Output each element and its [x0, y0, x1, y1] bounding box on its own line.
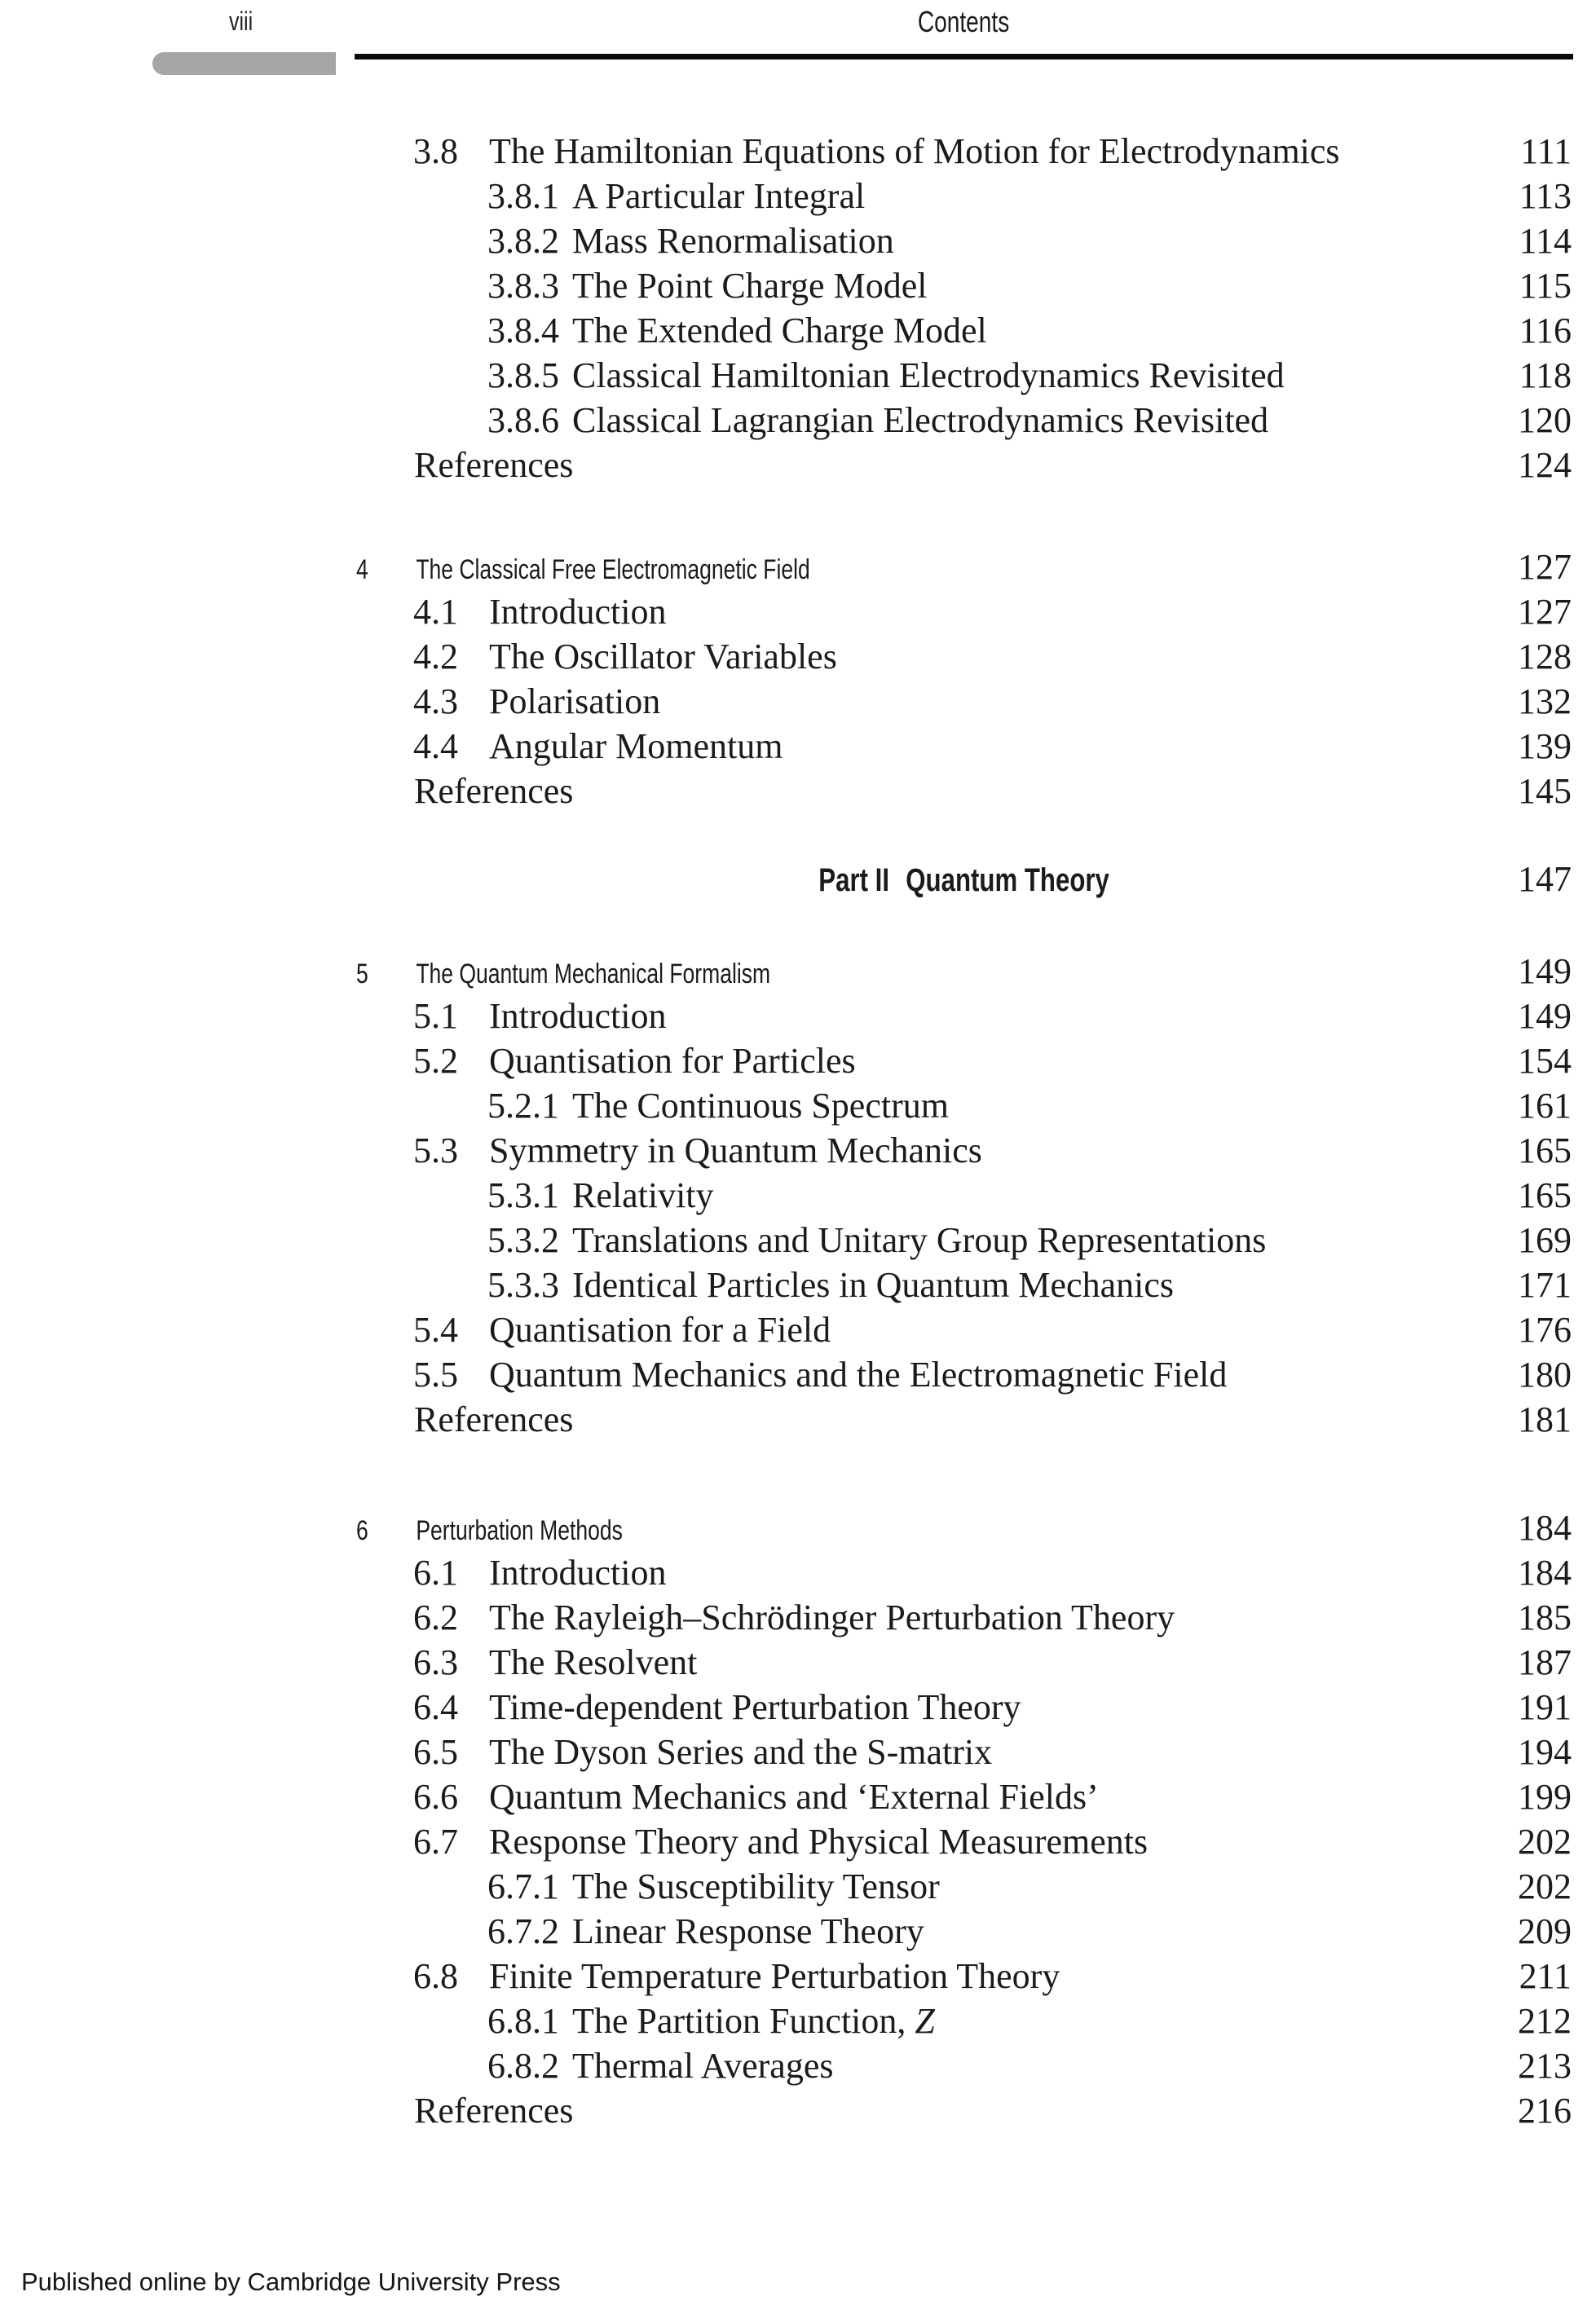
page-number: 169	[1518, 1220, 1572, 1260]
section-title	[572, 2043, 1518, 2088]
section-title-text: Relativity	[572, 1175, 714, 1215]
toc-entry	[356, 2043, 1572, 2088]
section-title: References	[414, 771, 574, 811]
section-title-text: Introduction	[489, 1553, 667, 1593]
section-title-text: The Extended Charge Model	[572, 311, 987, 350]
section-number: 5	[356, 959, 368, 989]
section-title-text: Mass Renormalisation	[572, 221, 894, 261]
section-title	[572, 398, 1518, 443]
page-number: 147	[1518, 859, 1572, 899]
page-number: 176	[1518, 1310, 1572, 1350]
page-number: 116	[1519, 311, 1572, 350]
toc-entry	[356, 679, 1572, 724]
page-number: 165	[1518, 1130, 1572, 1170]
section-number: 4.2	[413, 637, 458, 677]
section-title-text: The Rayleigh–Schrödinger Perturbation Theory	[489, 1598, 1175, 1637]
section-number: 6.8	[413, 1956, 458, 1996]
page-number: 184	[1518, 1508, 1572, 1548]
section-number: 5.3.2	[487, 1220, 559, 1260]
header-rule	[355, 54, 1573, 59]
section-number: 5.1	[413, 996, 458, 1036]
section-number: 6.2	[413, 1598, 458, 1637]
section-title: References	[414, 2091, 574, 2131]
section-title-text: The Partition Function,	[572, 2001, 915, 2041]
page-number: 124	[1518, 445, 1572, 485]
page-number: 165	[1518, 1175, 1572, 1215]
page-title: Contents	[918, 5, 1010, 38]
section-title-text: The Hamiltonian Equations of Motion for Electrodynamics	[489, 131, 1340, 171]
section-title-text: A Particular Integral	[572, 176, 866, 216]
toc-entry	[356, 1128, 1572, 1173]
toc-entry	[356, 1083, 1572, 1128]
section-title	[489, 1307, 1518, 1352]
section-title-text: Introduction	[489, 592, 667, 632]
section-number: 3.8.3	[487, 266, 559, 306]
section-title-text: Translations and Unitary Group Representations	[572, 1220, 1267, 1260]
section-title-text: Time-dependent Perturbation Theory	[489, 1687, 1021, 1727]
page-number: 185	[1518, 1598, 1572, 1637]
section-title-text: The Continuous Spectrum	[572, 1086, 949, 1126]
toc-part-heading	[356, 857, 1572, 901]
section-title	[572, 1083, 1518, 1128]
page-number: 115	[1519, 266, 1572, 306]
page-number: 184	[1518, 1553, 1572, 1593]
toc-entry	[356, 1909, 1572, 1954]
toc-chapter-entry	[356, 1505, 1572, 1550]
section-number: 5.3.3	[487, 1265, 559, 1305]
page-number: 111	[1520, 131, 1572, 171]
section-title	[489, 994, 1518, 1038]
section-number: 6.3	[413, 1642, 458, 1682]
page-number: 216	[1518, 2091, 1572, 2131]
section-number: 6.6	[413, 1777, 458, 1817]
section-number: 5.3	[413, 1130, 458, 1170]
toc-entry	[356, 174, 1572, 218]
section-number: 4.4	[413, 726, 458, 766]
page-number: 139	[1518, 726, 1572, 766]
section-title	[489, 589, 1518, 634]
group-gap	[356, 813, 1572, 857]
section-number: 5.3.1	[487, 1175, 559, 1215]
toc-entry	[356, 724, 1572, 769]
section-title-text: Linear Response Theory	[572, 1911, 924, 1951]
group-gap	[356, 901, 1572, 949]
section-title	[572, 1173, 1518, 1218]
page-number: 171	[1518, 1265, 1572, 1305]
section-number: 6.4	[413, 1687, 458, 1727]
section-title	[572, 218, 1519, 263]
page-number: 194	[1518, 1732, 1572, 1772]
toc-entry	[356, 1307, 1572, 1352]
section-title-text: The Susceptibility Tensor	[572, 1866, 940, 1906]
table-of-contents	[356, 129, 1572, 2133]
toc-entry	[356, 218, 1572, 263]
section-title	[489, 1774, 1518, 1819]
section-title	[489, 129, 1520, 174]
section-title	[489, 1954, 1519, 1999]
section-title	[572, 353, 1519, 398]
section-title: References	[414, 445, 574, 485]
section-number: 6.8.1	[487, 2001, 559, 2041]
page-number: 191	[1518, 1687, 1572, 1727]
page-number: 213	[1518, 2046, 1572, 2086]
page-number: 127	[1518, 592, 1572, 632]
section-title-text: Introduction	[489, 996, 667, 1036]
toc-entry	[356, 994, 1572, 1038]
toc-entry	[356, 1173, 1572, 1218]
page-number: 114	[1519, 221, 1572, 261]
section-title: References	[414, 1399, 574, 1439]
section-title	[572, 1864, 1518, 1909]
toc-entry	[356, 1263, 1572, 1307]
section-number: 6	[356, 1515, 368, 1546]
toc-entry	[356, 308, 1572, 353]
publisher-footer: Published online by Cambridge University Press	[21, 2268, 561, 2296]
section-title-text: Quantisation for Particles	[489, 1041, 856, 1081]
chapter-line	[356, 548, 1263, 593]
section-title	[489, 679, 1518, 724]
toc-entry	[356, 1352, 1572, 1397]
section-number: 5.5	[413, 1355, 458, 1395]
toc-entry	[356, 1640, 1572, 1685]
section-title-text: The Resolvent	[489, 1642, 698, 1682]
part-heading-center	[356, 857, 1572, 903]
toc-group	[356, 544, 1572, 813]
toc-group	[356, 1505, 1572, 2133]
page-number: 181	[1518, 1399, 1572, 1439]
section-number: 6.5	[413, 1732, 458, 1772]
toc-references-entry	[356, 1397, 1572, 1442]
toc-entry	[356, 1595, 1572, 1640]
section-title-text: Finite Temperature Perturbation Theory	[489, 1956, 1060, 1996]
section-title-text: Quantisation for a Field	[489, 1310, 831, 1350]
section-title: The Classical Free Electromagnetic Field	[416, 554, 810, 585]
section-title	[489, 1819, 1518, 1864]
page-number: 202	[1518, 1866, 1572, 1906]
section-title: Perturbation Methods	[416, 1515, 623, 1546]
page-number: 212	[1518, 2001, 1572, 2041]
toc-entry	[356, 263, 1572, 308]
toc-entry	[356, 1730, 1572, 1774]
section-title-text: Identical Particles in Quantum Mechanics	[572, 1265, 1174, 1305]
section-title-text: Polarisation	[489, 681, 661, 721]
toc-group	[356, 949, 1572, 1442]
section-title-text: Response Theory and Physical Measurements	[489, 1822, 1149, 1862]
gray-bar-decoration	[152, 52, 336, 75]
section-number: 6.7.1	[487, 1866, 559, 1906]
italic-variable: Z	[915, 2001, 935, 2041]
section-title-text: The Point Charge Model	[572, 266, 928, 306]
section-title	[489, 1595, 1518, 1640]
running-head	[356, 5, 1572, 39]
section-title-text: Thermal Averages	[572, 2046, 834, 2086]
toc-entry	[356, 129, 1572, 174]
section-title	[489, 1128, 1518, 1173]
toc-entry	[356, 1819, 1572, 1864]
part-heading-label	[818, 858, 1109, 903]
group-gap	[356, 1442, 1572, 1505]
section-title	[572, 1909, 1518, 1954]
page-number: 113	[1519, 176, 1572, 216]
toc-entry	[356, 1954, 1572, 1999]
page-number: 118	[1519, 355, 1572, 395]
toc-entry	[356, 1999, 1572, 2043]
section-title	[489, 1685, 1518, 1730]
page-number: 149	[1518, 996, 1572, 1036]
toc-entry	[356, 353, 1572, 398]
toc-references-entry	[356, 2088, 1572, 2133]
toc-entry	[356, 1774, 1572, 1819]
page-number: 128	[1518, 637, 1572, 677]
section-title-text: Quantum Mechanics and the Electromagnetic Field	[489, 1355, 1228, 1395]
section-title-text: The Oscillator Variables	[489, 637, 837, 677]
section-number: 3.8.6	[487, 400, 559, 440]
page-number: 154	[1518, 1041, 1572, 1081]
page-number: 211	[1519, 1956, 1572, 1996]
section-title	[489, 724, 1518, 769]
page-number: 187	[1518, 1642, 1572, 1682]
group-gap	[356, 487, 1572, 544]
page-number: 202	[1518, 1822, 1572, 1862]
page-number: 132	[1518, 681, 1572, 721]
page-number: 180	[1518, 1355, 1572, 1395]
toc-entry	[356, 589, 1572, 634]
section-title-text: Angular Momentum	[489, 726, 783, 766]
chapter-line	[356, 1509, 1263, 1554]
section-title	[572, 308, 1519, 353]
section-number: 6.8.2	[487, 2046, 559, 2086]
section-title	[489, 1730, 1518, 1774]
section-title-text: Quantum Mechanics and ‘External Fields’	[489, 1777, 1099, 1817]
section-number: 3.8.1	[487, 176, 559, 216]
page-number: 199	[1518, 1777, 1572, 1817]
toc-entry	[356, 398, 1572, 443]
toc-group	[356, 129, 1572, 487]
part-number: Part II	[818, 862, 889, 898]
page-number: 149	[1518, 951, 1572, 991]
section-title-text: The Dyson Series and the S-matrix	[489, 1732, 993, 1772]
toc-entry	[356, 1864, 1572, 1909]
toc-chapter-entry	[356, 949, 1572, 994]
section-title-text: Classical Lagrangian Electrodynamics Revisited	[572, 400, 1269, 440]
toc-entry	[356, 634, 1572, 679]
section-title	[489, 1352, 1518, 1397]
part-title: Quantum Theory	[906, 862, 1109, 898]
section-number: 5.2	[413, 1041, 458, 1081]
toc-entry	[356, 1550, 1572, 1595]
toc-entry	[356, 1685, 1572, 1730]
toc-references-entry	[356, 443, 1572, 487]
page-number: 120	[1518, 400, 1572, 440]
section-number: 6.1	[413, 1553, 458, 1593]
section-title-text: Symmetry in Quantum Mechanics	[489, 1130, 982, 1170]
section-title	[489, 1640, 1518, 1685]
section-title	[572, 263, 1519, 308]
page-number: 145	[1518, 771, 1572, 811]
page-number: 127	[1518, 547, 1572, 587]
page-number: 161	[1518, 1086, 1572, 1126]
section-title	[489, 634, 1518, 679]
toc-entry	[356, 1218, 1572, 1263]
section-number: 4.1	[413, 592, 458, 632]
toc-entry	[356, 1038, 1572, 1083]
section-title	[489, 1550, 1518, 1595]
page-number: 209	[1518, 1911, 1572, 1951]
section-title-text: Classical Hamiltonian Electrodynamics Revisited	[572, 355, 1285, 395]
section-number: 3.8.4	[487, 311, 559, 350]
section-number: 3.8.5	[487, 355, 559, 395]
chapter-line	[356, 952, 1263, 997]
section-number: 5.2.1	[487, 1086, 559, 1126]
section-number: 4	[356, 554, 368, 585]
section-number: 5.4	[413, 1310, 458, 1350]
toc-chapter-entry	[356, 544, 1572, 589]
section-title	[572, 1218, 1518, 1263]
section-number: 6.7.2	[487, 1911, 559, 1951]
section-title: The Quantum Mechanical Formalism	[416, 959, 771, 989]
section-title	[489, 1038, 1518, 1083]
section-title	[572, 174, 1519, 218]
section-number: 4.3	[413, 681, 458, 721]
section-title	[572, 1999, 1518, 2043]
section-number: 3.8.2	[487, 221, 559, 261]
page-folio: viii	[229, 7, 254, 36]
section-number: 3.8	[413, 131, 458, 171]
toc-references-entry	[356, 769, 1572, 813]
section-number: 6.7	[413, 1822, 458, 1862]
section-title	[572, 1263, 1518, 1307]
